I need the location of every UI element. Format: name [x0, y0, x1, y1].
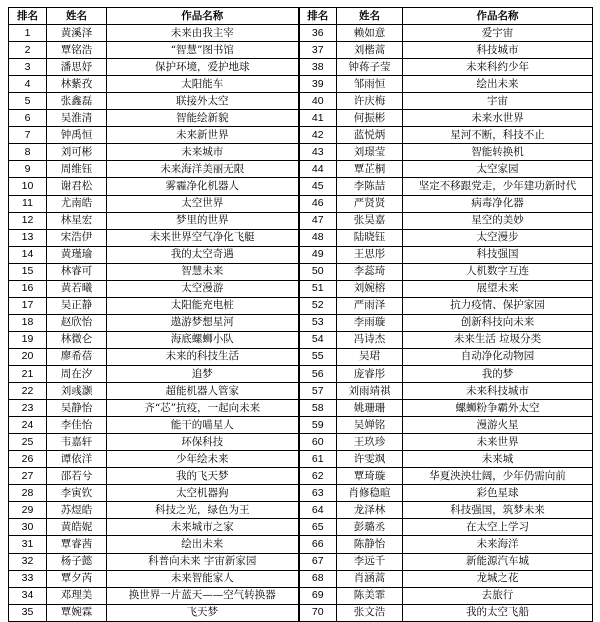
ranking-table [8, 7, 593, 622]
rank-cell-left: 16 [9, 280, 47, 297]
rank-cell-left: 35 [9, 604, 47, 621]
rank-cell-right: 49 [299, 246, 337, 263]
name-cell-left: 吴正静 [47, 297, 107, 314]
rank-cell-left: 32 [9, 553, 47, 570]
work-cell-right: 展望未来 [403, 280, 593, 297]
rank-cell-left: 19 [9, 331, 47, 348]
name-cell-right: 吴珺 [337, 348, 403, 365]
rank-cell-right: 52 [299, 297, 337, 314]
name-cell-right: 李雨璇 [337, 314, 403, 331]
rank-cell-left: 18 [9, 314, 47, 331]
name-cell-right: 吴婵铭 [337, 417, 403, 434]
name-cell-left: 廖希蓓 [47, 348, 107, 365]
rank-cell-right: 60 [299, 434, 337, 451]
name-cell-right: 邹雨恒 [337, 76, 403, 93]
work-cell-left: 飞天梦 [107, 604, 299, 621]
name-cell-left: 林星宏 [47, 212, 107, 229]
rank-cell-left: 7 [9, 127, 47, 144]
name-cell-right: 赖如意 [337, 25, 403, 42]
rank-cell-right: 37 [299, 42, 337, 59]
header-work-right: 作品名称 [403, 8, 593, 25]
work-cell-left: 未来的科技生活 [107, 348, 299, 365]
work-cell-left: 我的太空奇遇 [107, 246, 299, 263]
name-cell-left: 覃睿茜 [47, 536, 107, 553]
work-cell-left: 未来智能家人 [107, 570, 299, 587]
name-cell-left: 吴淮清 [47, 110, 107, 127]
work-cell-left: 未来海洋美丽无限 [107, 161, 299, 178]
rank-cell-left: 27 [9, 468, 47, 485]
work-cell-left: 科技之光，绿色为王 [107, 502, 299, 519]
name-cell-right: 陈静怡 [337, 536, 403, 553]
name-cell-right: 张文浩 [337, 604, 403, 621]
table-row [9, 93, 593, 110]
work-cell-right: 智能转换机 [403, 144, 593, 161]
work-cell-right: 未来科技城市 [403, 383, 593, 400]
table-row [9, 127, 593, 144]
table-row [9, 76, 593, 93]
table-row [9, 144, 593, 161]
name-cell-left: 邓理美 [47, 587, 107, 604]
work-cell-right: 绘出未来 [403, 76, 593, 93]
rank-cell-right: 59 [299, 417, 337, 434]
work-cell-left: 联接外太空 [107, 93, 299, 110]
work-cell-right: 科技强国，筑梦未来 [403, 502, 593, 519]
name-cell-right: 陆晓钰 [337, 229, 403, 246]
table-row [9, 417, 593, 434]
work-cell-right: 未来世界 [403, 434, 593, 451]
name-cell-right: 覃芷桐 [337, 161, 403, 178]
table-row [9, 229, 593, 246]
name-cell-left: 宋浩伊 [47, 229, 107, 246]
rank-cell-left: 5 [9, 93, 47, 110]
work-cell-right: 坚定不移跟党走，少年建功新时代 [403, 178, 593, 195]
work-cell-left: 太空世界 [107, 195, 299, 212]
work-cell-left: 能干的喵星人 [107, 417, 299, 434]
work-cell-right: 螺蛳粉争霸外太空 [403, 400, 593, 417]
name-cell-right: 刘雨靖祺 [337, 383, 403, 400]
work-cell-left: 雾霾净化机器人 [107, 178, 299, 195]
work-cell-right: 人机数字互连 [403, 263, 593, 280]
name-cell-left: 苏煜皓 [47, 502, 107, 519]
work-cell-right: 星河不断，科技不止 [403, 127, 593, 144]
rank-cell-left: 21 [9, 365, 47, 382]
work-cell-left: 我的飞天梦 [107, 468, 299, 485]
name-cell-left: 谢君松 [47, 178, 107, 195]
name-cell-right: 钟蒋子莹 [337, 59, 403, 76]
rank-cell-right: 50 [299, 263, 337, 280]
rank-cell-left: 23 [9, 400, 47, 417]
work-cell-right: 未来科约少年 [403, 59, 593, 76]
table-row [9, 383, 593, 400]
work-cell-right: 星空的美妙 [403, 212, 593, 229]
work-cell-left: 换世界一片蓝天——空气转换器 [107, 587, 299, 604]
rank-cell-right: 61 [299, 451, 337, 468]
rank-cell-right: 44 [299, 161, 337, 178]
rank-cell-left: 20 [9, 348, 47, 365]
work-cell-left: 太阳能充电桩 [107, 297, 299, 314]
name-cell-left: 周维钰 [47, 161, 107, 178]
name-cell-left: 钟禹恒 [47, 127, 107, 144]
work-cell-right: 漫游火星 [403, 417, 593, 434]
work-cell-right: 爱宇宙 [403, 25, 593, 42]
table-row [9, 485, 593, 502]
name-cell-right: 陈美霏 [337, 587, 403, 604]
work-cell-left: 未来由我主宰 [107, 25, 299, 42]
table-row [9, 161, 593, 178]
name-cell-left: 刘彧灏 [47, 383, 107, 400]
name-cell-right: 冯诗杰 [337, 331, 403, 348]
rank-cell-right: 47 [299, 212, 337, 229]
rank-cell-right: 55 [299, 348, 337, 365]
table-row [9, 195, 593, 212]
name-cell-left: 覃夕芮 [47, 570, 107, 587]
rank-cell-right: 63 [299, 485, 337, 502]
table-row [9, 348, 593, 365]
rank-cell-right: 57 [299, 383, 337, 400]
header-rank-right: 排名 [299, 8, 337, 25]
table-row [9, 604, 593, 621]
work-cell-left: 梦里的世界 [107, 212, 299, 229]
name-cell-right: 李远千 [337, 553, 403, 570]
name-cell-left: 李寅钦 [47, 485, 107, 502]
name-cell-left: 赵欣怡 [47, 314, 107, 331]
work-cell-right: 科技强国 [403, 246, 593, 263]
work-cell-right: 我的太空飞船 [403, 604, 593, 621]
rank-cell-left: 25 [9, 434, 47, 451]
work-cell-right: 太空家园 [403, 161, 593, 178]
rank-cell-right: 45 [299, 178, 337, 195]
rank-cell-right: 66 [299, 536, 337, 553]
name-cell-left: 覃铭浩 [47, 42, 107, 59]
table-row [9, 434, 593, 451]
rank-cell-right: 38 [299, 59, 337, 76]
rank-cell-right: 70 [299, 604, 337, 621]
rank-cell-left: 33 [9, 570, 47, 587]
name-cell-left: 黄皓妮 [47, 519, 107, 536]
name-cell-right: 姚珊珊 [337, 400, 403, 417]
rank-cell-left: 29 [9, 502, 47, 519]
work-cell-right: 科技城市 [403, 42, 593, 59]
rank-cell-right: 43 [299, 144, 337, 161]
table-row [9, 468, 593, 485]
work-cell-left: 未来世界空气净化飞艇 [107, 229, 299, 246]
work-cell-right: 我的梦 [403, 365, 593, 382]
name-cell-left: 杨子懿 [47, 553, 107, 570]
work-cell-left: 科普向未来 宇宙新家园 [107, 553, 299, 570]
rank-cell-left: 4 [9, 76, 47, 93]
rank-cell-right: 58 [299, 400, 337, 417]
work-cell-left: 追梦 [107, 365, 299, 382]
name-cell-left: 覃婉霖 [47, 604, 107, 621]
rank-cell-right: 53 [299, 314, 337, 331]
table-row [9, 314, 593, 331]
rank-cell-left: 1 [9, 25, 47, 42]
work-cell-right: 宇宙 [403, 93, 593, 110]
table-row [9, 297, 593, 314]
name-cell-left: 吴静怡 [47, 400, 107, 417]
work-cell-left: 智能绘新貌 [107, 110, 299, 127]
work-cell-left: 未来城市 [107, 144, 299, 161]
name-cell-left: 周在汐 [47, 365, 107, 382]
rank-cell-right: 54 [299, 331, 337, 348]
rank-cell-right: 64 [299, 502, 337, 519]
rank-cell-left: 15 [9, 263, 47, 280]
table-row [9, 331, 593, 348]
table-row [9, 280, 593, 297]
name-cell-left: 李佳怡 [47, 417, 107, 434]
name-cell-right: 严雨泽 [337, 297, 403, 314]
rank-cell-left: 6 [9, 110, 47, 127]
rank-cell-right: 68 [299, 570, 337, 587]
work-cell-right: 未来生活 垃圾分类 [403, 331, 593, 348]
name-cell-right: 李蕊琦 [337, 263, 403, 280]
ranking-table-container [8, 7, 593, 622]
work-cell-left: “智慧”图书馆 [107, 42, 299, 59]
work-cell-right: 抗力疫情、保护家园 [403, 297, 593, 314]
rank-cell-left: 31 [9, 536, 47, 553]
rank-cell-left: 22 [9, 383, 47, 400]
work-cell-left: 环保科技 [107, 434, 299, 451]
rank-cell-right: 42 [299, 127, 337, 144]
work-cell-right: 创新科技向未来 [403, 314, 593, 331]
work-cell-right: 龙城之花 [403, 570, 593, 587]
work-cell-left: 智慧未来 [107, 263, 299, 280]
work-cell-right: 未来城 [403, 451, 593, 468]
table-row [9, 178, 593, 195]
work-cell-left: 少年绘未来 [107, 451, 299, 468]
header-name-left: 姓名 [47, 8, 107, 25]
name-cell-right: 刘楷蒿 [337, 42, 403, 59]
work-cell-right: 新能源汽车城 [403, 553, 593, 570]
rank-cell-left: 34 [9, 587, 47, 604]
name-cell-left: 黄溪泽 [47, 25, 107, 42]
work-cell-right: 彩色星球 [403, 485, 593, 502]
rank-cell-left: 26 [9, 451, 47, 468]
table-row [9, 42, 593, 59]
rank-cell-left: 9 [9, 161, 47, 178]
work-cell-left: 齐“芯”抗疫，一起向未来 [107, 400, 299, 417]
table-row [9, 570, 593, 587]
rank-cell-right: 69 [299, 587, 337, 604]
name-cell-right: 李陈喆 [337, 178, 403, 195]
work-cell-left: 未来城市之家 [107, 519, 299, 536]
work-cell-right: 未来水世界 [403, 110, 593, 127]
name-cell-left: 尤南皓 [47, 195, 107, 212]
rank-cell-right: 67 [299, 553, 337, 570]
work-cell-left: 太空机器狗 [107, 485, 299, 502]
rank-cell-left: 17 [9, 297, 47, 314]
header-rank-left: 排名 [9, 8, 47, 25]
work-cell-left: 太空漫游 [107, 280, 299, 297]
name-cell-left: 林睿可 [47, 263, 107, 280]
table-row [9, 59, 593, 76]
rank-cell-left: 8 [9, 144, 47, 161]
name-cell-right: 王玖珍 [337, 434, 403, 451]
name-cell-right: 覃琦璇 [337, 468, 403, 485]
rank-cell-right: 48 [299, 229, 337, 246]
rank-cell-right: 51 [299, 280, 337, 297]
rank-cell-right: 36 [299, 25, 337, 42]
work-cell-right: 未来海洋 [403, 536, 593, 553]
name-cell-right: 肖涵蒿 [337, 570, 403, 587]
name-cell-right: 龙泽林 [337, 502, 403, 519]
name-cell-right: 严贤贤 [337, 195, 403, 212]
rank-cell-left: 2 [9, 42, 47, 59]
work-cell-right: 在太空上学习 [403, 519, 593, 536]
name-cell-right: 刘璟莹 [337, 144, 403, 161]
work-cell-right: 华夏泱泱壮阔，少年仍需向前 [403, 468, 593, 485]
name-cell-left: 刘可彬 [47, 144, 107, 161]
work-cell-left: 海底螺蛳小队 [107, 331, 299, 348]
rank-cell-left: 12 [9, 212, 47, 229]
table-row [9, 365, 593, 382]
rank-cell-right: 46 [299, 195, 337, 212]
table-row [9, 212, 593, 229]
name-cell-right: 许雯飒 [337, 451, 403, 468]
header-name-right: 姓名 [337, 8, 403, 25]
rank-cell-left: 30 [9, 519, 47, 536]
name-cell-right: 肖修稳暄 [337, 485, 403, 502]
table-row [9, 400, 593, 417]
name-cell-left: 潘思妤 [47, 59, 107, 76]
name-cell-right: 何振彬 [337, 110, 403, 127]
rank-cell-left: 24 [9, 417, 47, 434]
rank-cell-left: 14 [9, 246, 47, 263]
name-cell-right: 庞睿彤 [337, 365, 403, 382]
table-row [9, 263, 593, 280]
rank-cell-right: 62 [299, 468, 337, 485]
header-work-left: 作品名称 [107, 8, 299, 25]
work-cell-right: 去旅行 [403, 587, 593, 604]
name-cell-right: 王思彤 [337, 246, 403, 263]
name-cell-left: 林微仑 [47, 331, 107, 348]
name-cell-left: 韦嘉轩 [47, 434, 107, 451]
rank-cell-left: 10 [9, 178, 47, 195]
name-cell-right: 彭璐丞 [337, 519, 403, 536]
rank-cell-right: 56 [299, 365, 337, 382]
work-cell-left: 遨游梦想星河 [107, 314, 299, 331]
table-row [9, 451, 593, 468]
table-row [9, 553, 593, 570]
name-cell-left: 邵若兮 [47, 468, 107, 485]
rank-cell-left: 28 [9, 485, 47, 502]
name-cell-right: 蓝悦炳 [337, 127, 403, 144]
rank-cell-left: 3 [9, 59, 47, 76]
work-cell-left: 超能机器人管家 [107, 383, 299, 400]
work-cell-right: 太空漫步 [403, 229, 593, 246]
rank-cell-right: 41 [299, 110, 337, 127]
rank-cell-left: 13 [9, 229, 47, 246]
name-cell-right: 许庆梅 [337, 93, 403, 110]
table-row [9, 246, 593, 263]
name-cell-right: 刘婉榕 [337, 280, 403, 297]
name-cell-left: 谭依洋 [47, 451, 107, 468]
table-row [9, 519, 593, 536]
work-cell-left: 保护环境，爱护地球 [107, 59, 299, 76]
work-cell-left: 太阳能车 [107, 76, 299, 93]
table-row [9, 536, 593, 553]
work-cell-right: 病毒净化器 [403, 195, 593, 212]
rank-cell-right: 65 [299, 519, 337, 536]
name-cell-left: 林紫孜 [47, 76, 107, 93]
name-cell-left: 黄瑾瑜 [47, 246, 107, 263]
table-row [9, 110, 593, 127]
header-row [9, 8, 593, 25]
table-row [9, 502, 593, 519]
table-row [9, 25, 593, 42]
rank-cell-left: 11 [9, 195, 47, 212]
name-cell-left: 黄若曦 [47, 280, 107, 297]
work-cell-right: 自动净化动物园 [403, 348, 593, 365]
name-cell-right: 张昊嘉 [337, 212, 403, 229]
work-cell-left: 未来新世界 [107, 127, 299, 144]
rank-cell-right: 40 [299, 93, 337, 110]
work-cell-left: 绘出未来 [107, 536, 299, 553]
rank-cell-right: 39 [299, 76, 337, 93]
name-cell-left: 张鑫磊 [47, 93, 107, 110]
